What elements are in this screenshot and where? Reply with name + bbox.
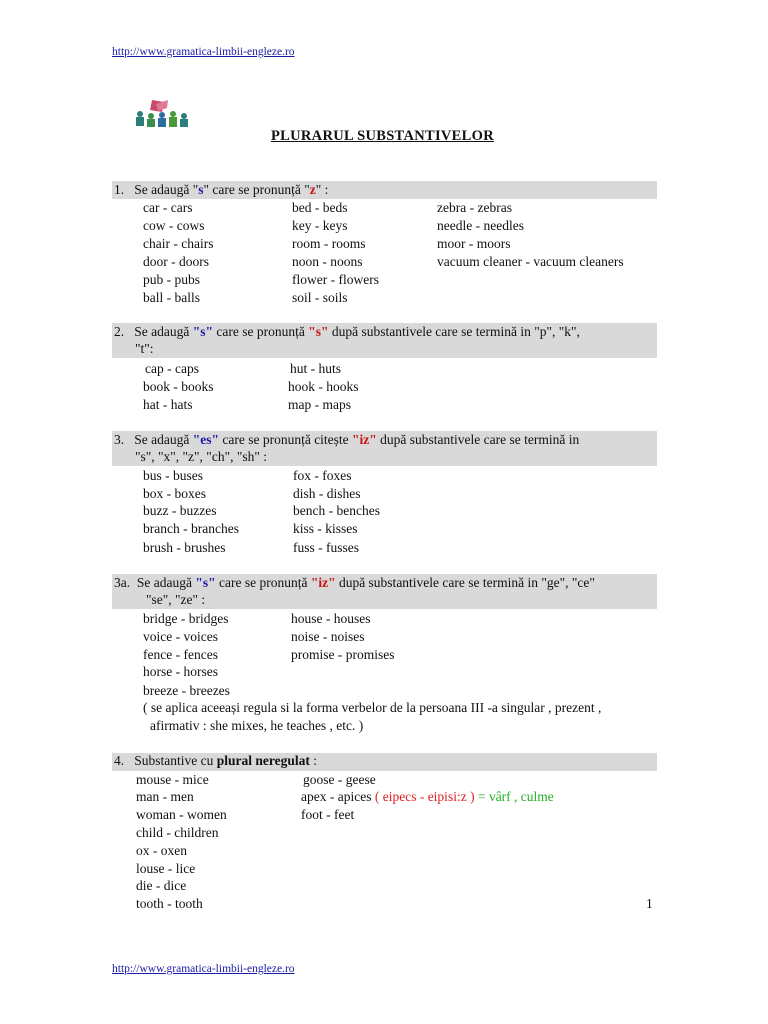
list-item: house - houses [291, 611, 371, 626]
section3a-note-line2: afirmativ : she mixes, he teaches , etc. ) [150, 718, 364, 733]
list-item: goose - geese [303, 772, 376, 787]
section4-heading: 4. Substantive cu plural neregulat : [114, 753, 318, 768]
list-item: fox - foxes [293, 468, 352, 483]
list-item: hook - hooks [288, 379, 359, 394]
page-title: PLURARUL SUBSTANTIVELOR [271, 128, 494, 144]
list-item: mouse - mice [136, 772, 209, 787]
list-item: fence - fences [143, 647, 218, 662]
list-item: pub - pubs [143, 272, 200, 287]
section2-heading: 2. Se adaugă "s" care se pronunță "s" după substantivele care se termină in "p", "k", [114, 324, 580, 339]
list-item: zebra - zebras [437, 200, 512, 215]
list-item: door - doors [143, 254, 209, 269]
list-item: brush - brushes [143, 540, 226, 555]
list-item: promise - promises [291, 647, 395, 662]
list-item: noise - noises [291, 629, 365, 644]
section1-heading: 1. Se adaugă "s" care se pronunță "z" : [114, 182, 329, 197]
list-item: horse - horses [143, 664, 218, 679]
logo-icon [134, 98, 190, 128]
section2-heading-line2: "t": [135, 341, 154, 356]
list-item: tooth - tooth [136, 896, 203, 911]
list-item: flower - flowers [292, 272, 379, 287]
list-item: key - keys [292, 218, 348, 233]
section3a-note-line1: ( se aplica aceeași regula si la forma verbelor de la persoana III -a singular , prezent , [143, 700, 602, 715]
list-item: louse - lice [136, 861, 196, 876]
section3a-heading: 3a. Se adaugă "s" care se pronunță "iz" după substantivele care se termină in "ge", "ce" [114, 575, 595, 590]
list-item: voice - voices [143, 629, 218, 644]
list-item: cow - cows [143, 218, 205, 233]
list-item: breeze - breezes [143, 683, 230, 698]
list-item: noon - noons [292, 254, 363, 269]
list-item: soil - soils [292, 290, 348, 305]
list-item: map - maps [288, 397, 351, 412]
list-item: foot - feet [301, 807, 355, 822]
page-number: 1 [646, 896, 653, 911]
list-item: vacuum cleaner - vacuum cleaners [437, 254, 624, 269]
list-item: car - cars [143, 200, 193, 215]
list-item: branch - branches [143, 521, 239, 536]
list-item: kiss - kisses [293, 521, 358, 536]
list-item: dish - dishes [293, 486, 361, 501]
list-item: child - children [136, 825, 219, 840]
section3-heading-line2: "s", "x", "z", "ch", "sh" : [135, 449, 267, 464]
list-item: die - dice [136, 878, 187, 893]
section3a-heading-line2: "se", "ze" : [146, 592, 206, 607]
list-item: ball - balls [143, 290, 200, 305]
list-item: bridge - bridges [143, 611, 229, 626]
footer-link[interactable]: http://www.gramatica-limbii-engleze.ro [112, 963, 295, 975]
list-item: fuss - fusses [293, 540, 359, 555]
header-link[interactable]: http://www.gramatica-limbii-engleze.ro [112, 46, 295, 58]
list-item: needle - needles [437, 218, 524, 233]
list-item: chair - chairs [143, 236, 214, 251]
list-item: book - books [143, 379, 214, 394]
list-item: moor - moors [437, 236, 511, 251]
list-item: hat - hats [143, 397, 193, 412]
list-item: buzz - buzzes [143, 503, 217, 518]
list-item: box - boxes [143, 486, 206, 501]
list-item: ox - oxen [136, 843, 187, 858]
list-item-apex: apex - apices ( eipecs - eipisi:z ) = vârf , culme [301, 789, 554, 804]
list-item: bed - beds [292, 200, 348, 215]
list-item: woman - women [136, 807, 227, 822]
list-item: hut - huts [290, 361, 342, 376]
list-item: room - rooms [292, 236, 366, 251]
list-item: bench - benches [293, 503, 380, 518]
section3-heading: 3. Se adaugă "es" care se pronunță citește "iz" după substantivele care se termină in [114, 432, 580, 447]
list-item: cap - caps [145, 361, 199, 376]
list-item: man - men [136, 789, 194, 804]
list-item: bus - buses [143, 468, 203, 483]
